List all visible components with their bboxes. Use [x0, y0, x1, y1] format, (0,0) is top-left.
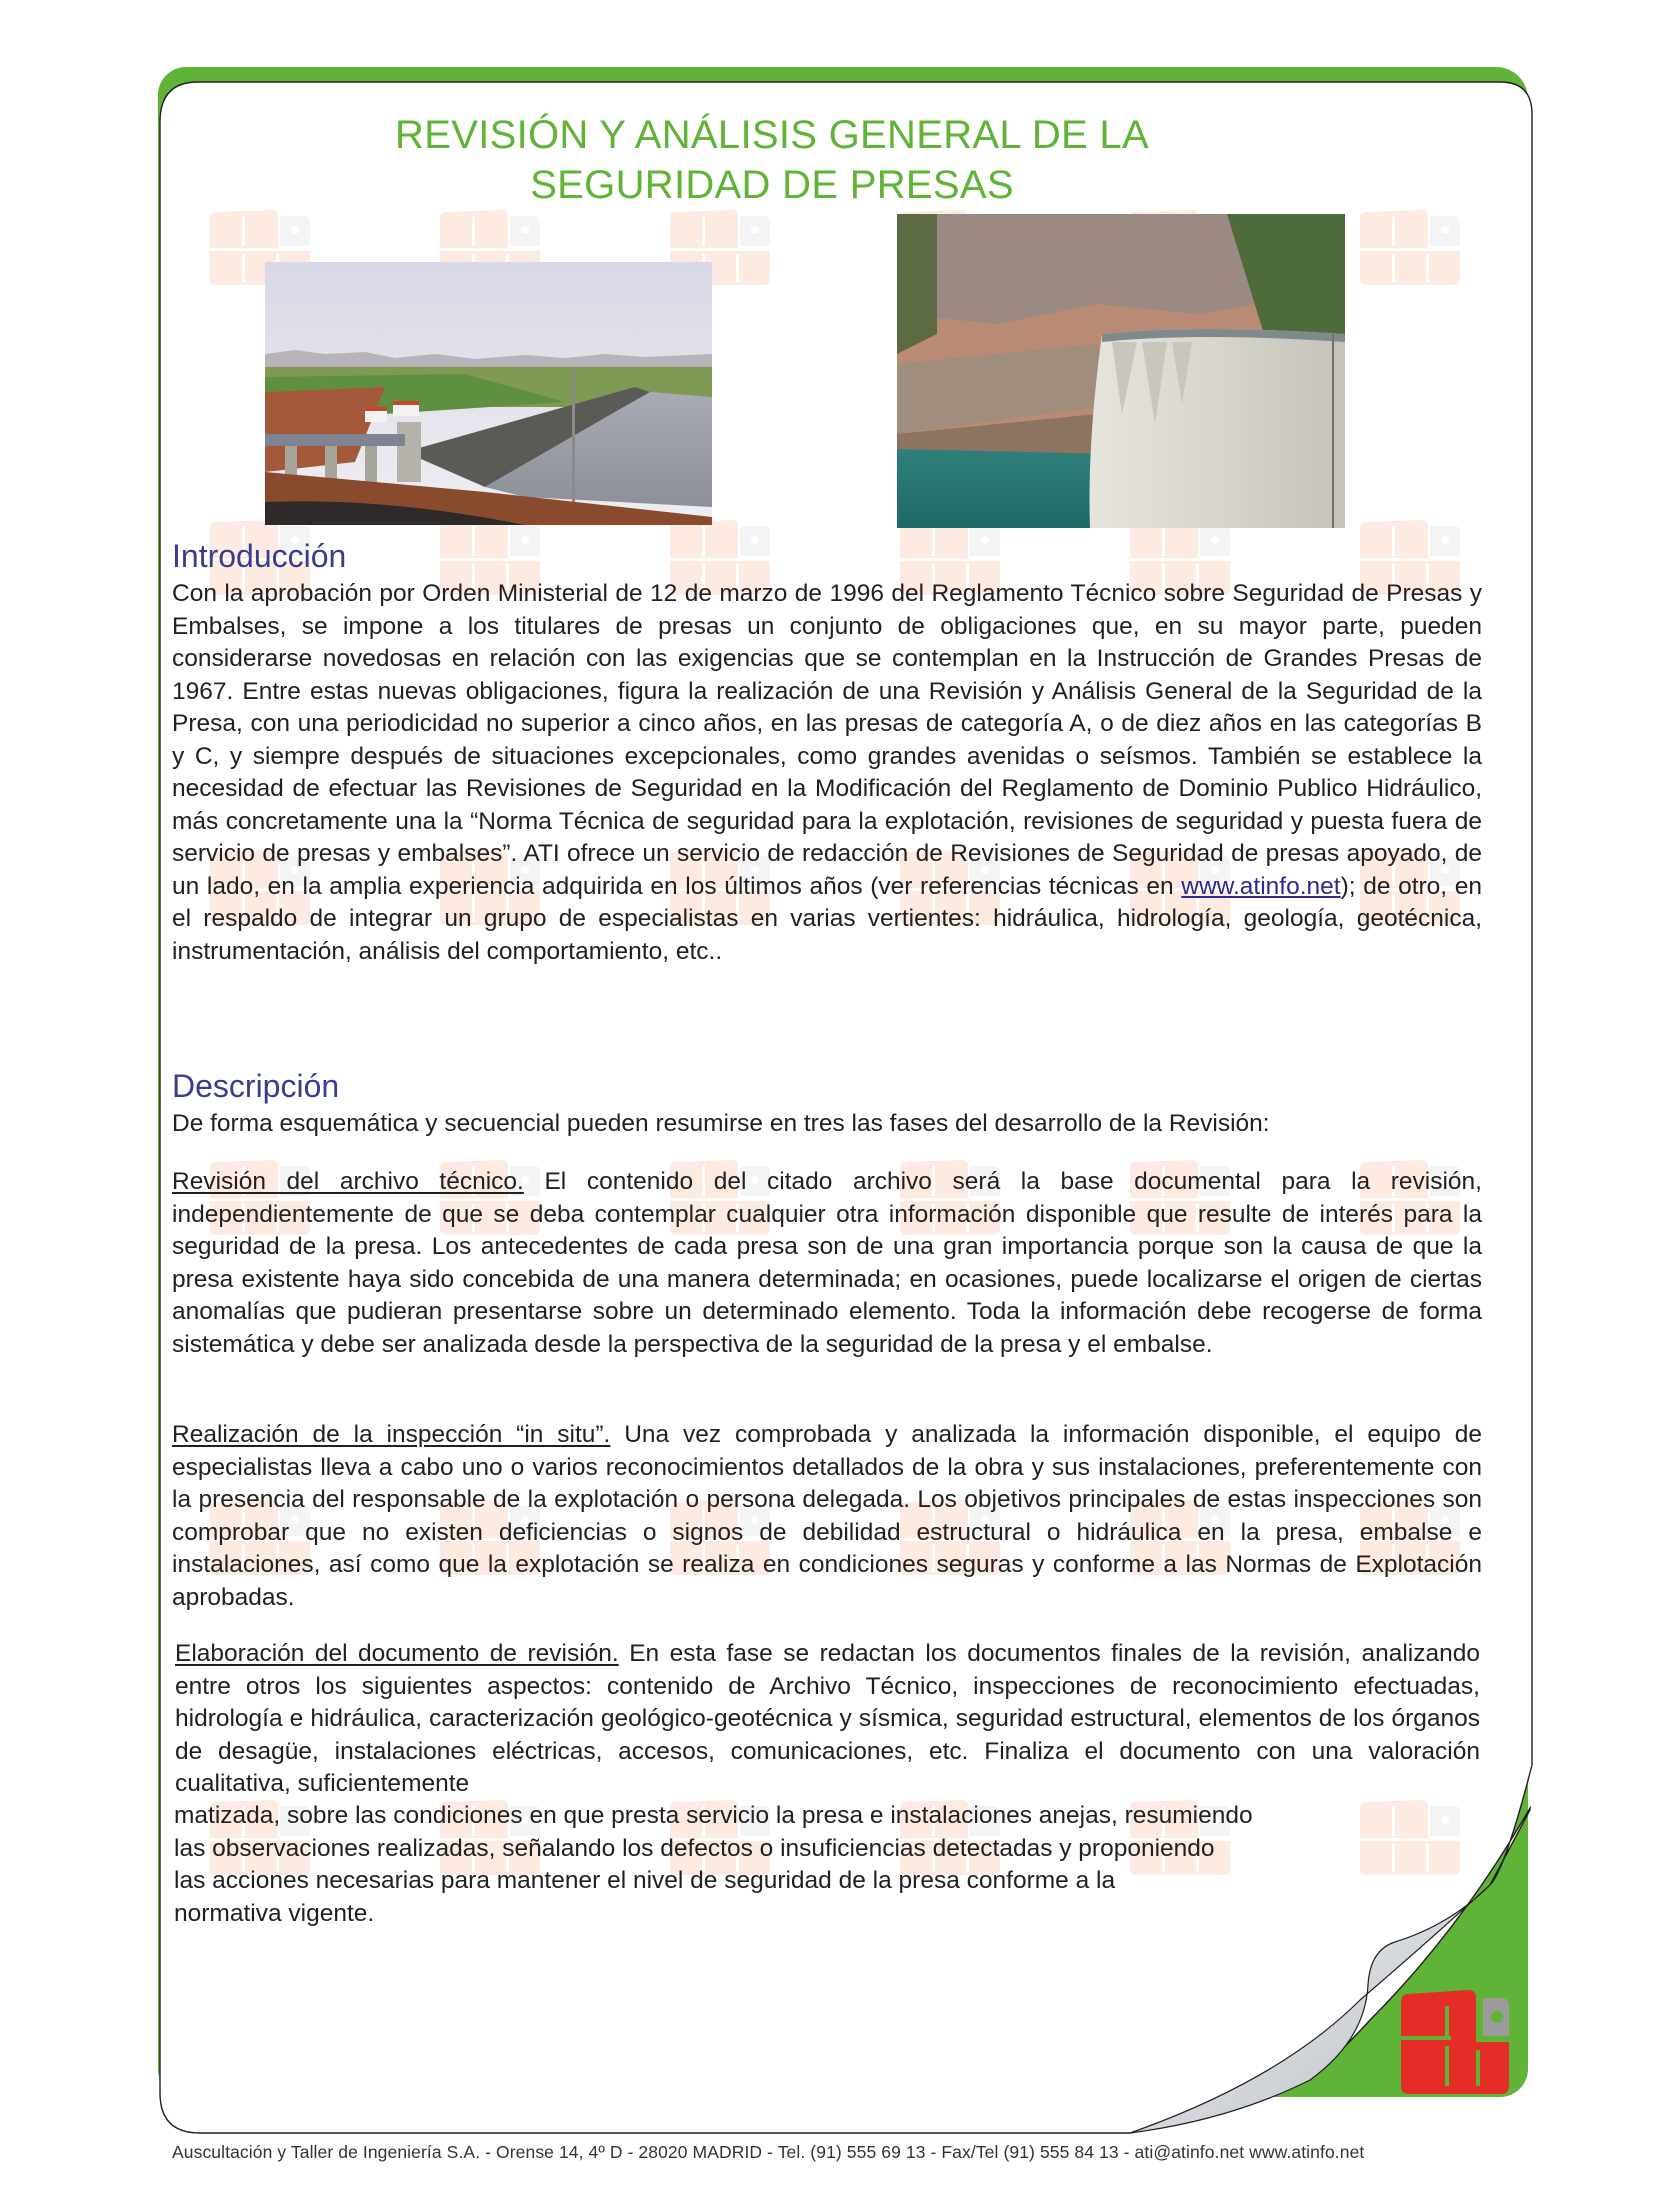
- phase-2-title: Realización de la inspección “in situ”.: [172, 1421, 611, 1448]
- description-lead: De forma esquemática y secuencial pueden resumirse en tres las fases del desarrollo de la Revisión:: [172, 1110, 1270, 1137]
- footer-contact: Auscultación y Taller de Ingeniería S.A. - Orense 14, 4º D - 28020 MADRID - Tel. (91) 555 69 13 - Fax/Tel (91) 555 84 13 - ati@atinfo.net www.atinfo.net: [172, 2142, 1365, 2162]
- phase-1-paragraph: [172, 1166, 1482, 1361]
- description-heading: Descripción: [172, 1068, 340, 1104]
- phase-3-paragraph: [175, 1638, 1480, 1801]
- title-line-2: SEGURIDAD DE PRESAS: [530, 163, 1014, 207]
- page-title: [172, 110, 1472, 210]
- embankment-dam-photo: [265, 262, 712, 525]
- phase-3-tail-line: matizada, sobre las condiciones en que presta servicio la presa e instalaciones anejas, resumiendo: [174, 1802, 1253, 1829]
- title-line-1: REVISIÓN Y ANÁLISIS GENERAL DE LA: [395, 113, 1149, 157]
- phase-2-text: Una vez comprobada y analizada la información disponible, el equipo de especialistas lleva a cabo uno o varios reconocimientos detallados de la obra y sus instalaciones, preferentemente con la presencia del responsable de la explotación o persona delegada. Los objetivos principales de estas inspecciones son comprobar que no existen deficiencias o signos de debilidad estructural o hidráulica en la presa, embalse e instalaciones, así como que la explotación se realiza en condiciones seguras y conforme a las Normas de Explotación aprobadas.: [172, 1421, 1483, 1611]
- phase-3-tail-line: las acciones necesarias para mantener el nivel de seguridad de la presa conforme a la: [174, 1867, 1116, 1894]
- phase-1-text: El contenido del citado archivo será la base documental para la revisión, independientemente de que se deba contemplar cualquier otra información disponible que resulte de interés para la seguridad de la presa. Los antecedentes de cada presa son de una gran importancia porque son la causa de que la presa existente haya sido concebida de una manera determinada; en ocasiones, puede localizarse el origen de ciertas anomalías que pudieran presentarse sobre un determinado elemento. Toda la información debe recogerse de forma sistemática y debe ser analizada desde la perspectiva de la seguridad de la presa y el embalse.: [172, 1168, 1482, 1358]
- phase-3-tail-line: normativa vigente.: [174, 1899, 375, 1927]
- intro-heading: Introducción: [172, 538, 347, 574]
- intro-text-2: ); de otro, en el respaldo de integrar un grupo de especialistas en varias vertientes: hidráulica, hidrología, geología, geotécnica, instrumentación, análisis del comportamiento, etc..: [172, 872, 1482, 965]
- phase-1-title: Revisión del archivo técnico.: [172, 1168, 524, 1195]
- phase-3-tail: [174, 1800, 1484, 1930]
- intro-paragraph: [172, 578, 1482, 968]
- phase-3-tail-line: las observaciones realizadas, señalando los defectos o insuficiencias detectadas y proponiendo: [174, 1834, 1215, 1862]
- phase-2-paragraph: [172, 1419, 1482, 1614]
- phase-3-title: Elaboración del documento de revisión.: [175, 1640, 619, 1667]
- arch-dam-photo: [897, 214, 1345, 528]
- phase-3-text: En esta fase se redactan los documentos finales de la revisión, analizando entre otros los siguientes aspectos: contenido de Archivo Técnico, inspecciones de reconocimiento efectuadas, hidrología e hidráulica, caracterización geológico-geotécnica y sísmica, seguridad estructural, elementos de los órganos de desagüe, instalaciones eléctricas, accesos, comunicaciones, etc. Finaliza el documento con una valoración cualitativa, suficientemente: [175, 1640, 1480, 1797]
- intro-text-1: Con la aprobación por Orden Ministerial de 12 de marzo de 1996 del Reglamento Técnico sobre Seguridad de Presas y Embalses, se impone a los titulares de presas un conjunto de obligaciones que, en su mayor parte, pueden considerarse novedosas en relación con las exigencias que se contemplan en la Instrucción de Grandes Presas de 1967. Entre estas nuevas obligaciones, figura la realización de una Revisión y Análisis General de la Seguridad de la Presa, con una periodicidad no superior a cinco años, en las presas de categoría A, o de diez años en las categorías B y C, y siempre después de situaciones excepcionales, como grandes avenidas o seísmos. También se establece la necesidad de efectuar las Revisiones de Seguridad en la Modificación del Reglamento de Dominio Publico Hidráulico, más concretamente una la “Norma Técnica de seguridad para la explotación, revisiones de seguridad y puesta fuera de servicio de presas y embalses”. ATI ofrece un servicio de redacción de Revisiones de Seguridad de presas apoyado, de un lado, en la amplia experiencia adquirida en los últimos años (ver referencias técnicas en: [172, 580, 1482, 900]
- atinfo-link[interactable]: www.atinfo.net: [1181, 872, 1341, 900]
- ati-logo: [1393, 1990, 1513, 2098]
